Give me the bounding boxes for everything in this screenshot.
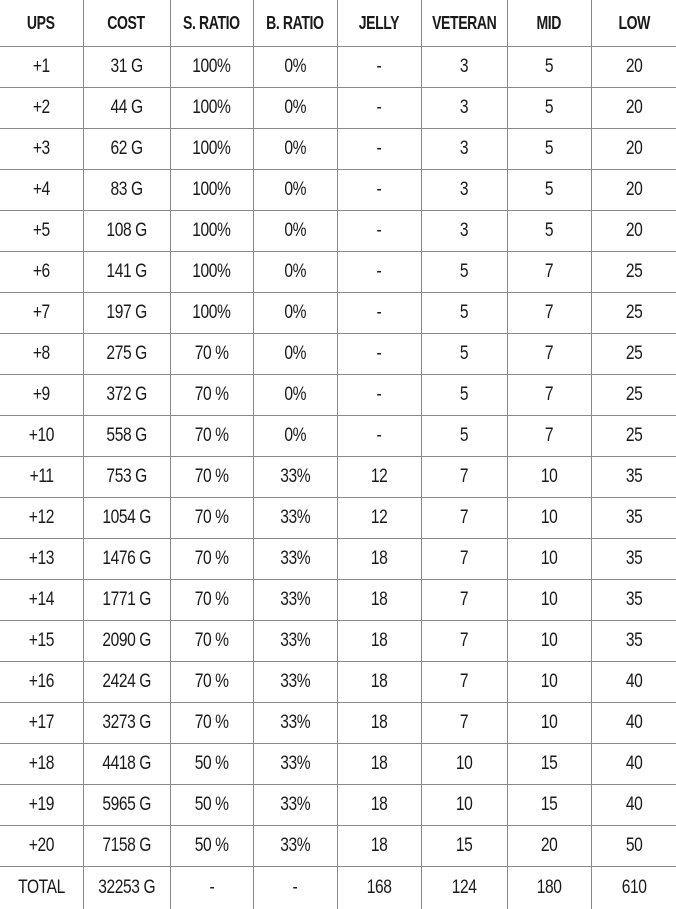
cell-mid: 10 [507,498,591,539]
cell-low: 25 [591,334,676,375]
cell-low: 35 [591,539,676,580]
cell-b-ratio: 33% [253,826,337,867]
cell-low: 35 [591,621,676,662]
cell-veteran: 7 [421,580,507,621]
cell-veteran: 10 [421,785,507,826]
cell-mid: 5 [507,211,591,252]
total-b-ratio: - [253,867,337,909]
cell-mid: 5 [507,129,591,170]
cell-jelly: 18 [337,826,421,867]
cell-b-ratio: 0% [253,88,337,129]
cell-veteran: 5 [421,375,507,416]
cell-veteran: 15 [421,826,507,867]
cell-ups: +18 [0,744,83,785]
cell-mid: 7 [507,416,591,457]
cell-cost: 2090 G [83,621,170,662]
header-s-ratio: S. RATIO [170,0,253,47]
cell-low: 35 [591,457,676,498]
table-header-row [0,0,676,47]
cell-cost: 2424 G [83,662,170,703]
cell-veteran: 5 [421,293,507,334]
cell-s-ratio: 70 % [170,457,253,498]
cell-cost: 31 G [83,47,170,88]
cell-veteran: 3 [421,211,507,252]
header-mid: MID [507,0,591,47]
cell-jelly: 18 [337,539,421,580]
cell-ups: +20 [0,826,83,867]
cell-s-ratio: 100% [170,252,253,293]
cell-mid: 5 [507,88,591,129]
cell-ups: +17 [0,703,83,744]
header-veteran: VETERAN [421,0,507,47]
table-row [0,293,676,334]
cell-b-ratio: 33% [253,539,337,580]
table-row [0,621,676,662]
cell-b-ratio: 33% [253,785,337,826]
total-mid: 180 [507,867,591,909]
cell-low: 25 [591,293,676,334]
table-row [0,416,676,457]
table-row [0,498,676,539]
cell-b-ratio: 33% [253,498,337,539]
cell-s-ratio: 70 % [170,621,253,662]
cell-cost: 753 G [83,457,170,498]
cell-ups: +5 [0,211,83,252]
cell-cost: 372 G [83,375,170,416]
cell-s-ratio: 70 % [170,580,253,621]
cell-low: 40 [591,703,676,744]
cell-cost: 4418 G [83,744,170,785]
cell-jelly: - [337,416,421,457]
cell-ups: +6 [0,252,83,293]
cell-b-ratio: 0% [253,252,337,293]
cell-jelly: - [337,375,421,416]
cell-s-ratio: 70 % [170,375,253,416]
cell-jelly: - [337,293,421,334]
cell-jelly: 18 [337,703,421,744]
cell-mid: 5 [507,170,591,211]
cell-veteran: 5 [421,252,507,293]
cell-s-ratio: 70 % [170,703,253,744]
cell-jelly: - [337,129,421,170]
cell-jelly: - [337,88,421,129]
header-ups: UPS [0,0,83,47]
cell-mid: 5 [507,47,591,88]
cell-s-ratio: 100% [170,211,253,252]
cell-low: 35 [591,580,676,621]
cell-jelly: 18 [337,785,421,826]
cell-veteran: 3 [421,129,507,170]
header-jelly: JELLY [337,0,421,47]
table-row [0,47,676,88]
cell-s-ratio: 50 % [170,744,253,785]
cell-ups: +7 [0,293,83,334]
table-row [0,703,676,744]
cell-cost: 44 G [83,88,170,129]
cell-b-ratio: 33% [253,580,337,621]
table-row [0,457,676,498]
cell-ups: +14 [0,580,83,621]
total-s-ratio: - [170,867,253,909]
cell-cost: 5965 G [83,785,170,826]
total-ups: TOTAL [0,867,83,909]
cell-mid: 10 [507,703,591,744]
cell-s-ratio: 100% [170,88,253,129]
cell-cost: 62 G [83,129,170,170]
table-row [0,744,676,785]
cell-ups: +13 [0,539,83,580]
cell-veteran: 7 [421,457,507,498]
cell-jelly: 18 [337,621,421,662]
cell-b-ratio: 0% [253,334,337,375]
cell-low: 20 [591,88,676,129]
cell-cost: 558 G [83,416,170,457]
cell-s-ratio: 50 % [170,785,253,826]
cell-s-ratio: 70 % [170,416,253,457]
cell-veteran: 7 [421,621,507,662]
cell-mid: 10 [507,621,591,662]
cell-s-ratio: 70 % [170,498,253,539]
cell-b-ratio: 33% [253,662,337,703]
cell-mid: 15 [507,785,591,826]
cell-mid: 7 [507,252,591,293]
table-row [0,785,676,826]
cell-veteran: 7 [421,498,507,539]
cell-jelly: - [337,170,421,211]
cell-s-ratio: 70 % [170,662,253,703]
table-row [0,252,676,293]
cell-mid: 10 [507,580,591,621]
total-jelly: 168 [337,867,421,909]
cell-low: 50 [591,826,676,867]
cell-low: 35 [591,498,676,539]
cell-low: 25 [591,252,676,293]
cell-ups: +11 [0,457,83,498]
cell-b-ratio: 0% [253,293,337,334]
cell-s-ratio: 100% [170,47,253,88]
cell-ups: +8 [0,334,83,375]
cell-cost: 1476 G [83,539,170,580]
table-row [0,334,676,375]
cell-cost: 3273 G [83,703,170,744]
cell-cost: 1054 G [83,498,170,539]
cell-s-ratio: 100% [170,293,253,334]
cell-ups: +9 [0,375,83,416]
cell-b-ratio: 0% [253,47,337,88]
cell-cost: 141 G [83,252,170,293]
cell-cost: 83 G [83,170,170,211]
table-row [0,88,676,129]
cell-mid: 10 [507,457,591,498]
cell-veteran: 3 [421,88,507,129]
cell-low: 40 [591,744,676,785]
header-low: LOW [591,0,676,47]
header-cost: COST [83,0,170,47]
cell-b-ratio: 0% [253,211,337,252]
table-row [0,129,676,170]
cell-mid: 7 [507,293,591,334]
cell-mid: 15 [507,744,591,785]
cell-s-ratio: 100% [170,129,253,170]
cell-b-ratio: 33% [253,703,337,744]
cell-low: 20 [591,47,676,88]
cell-s-ratio: 100% [170,170,253,211]
total-low: 610 [591,867,676,909]
table-row [0,211,676,252]
cell-s-ratio: 70 % [170,539,253,580]
total-row [0,867,676,909]
cell-ups: +2 [0,88,83,129]
cell-jelly: - [337,47,421,88]
cell-ups: +1 [0,47,83,88]
cell-jelly: 18 [337,662,421,703]
cell-ups: +4 [0,170,83,211]
cell-jelly: 18 [337,580,421,621]
cell-b-ratio: 33% [253,457,337,498]
cell-ups: +3 [0,129,83,170]
cell-jelly: 12 [337,457,421,498]
cell-b-ratio: 33% [253,744,337,785]
cell-ups: +12 [0,498,83,539]
cell-mid: 7 [507,334,591,375]
cell-b-ratio: 0% [253,375,337,416]
cell-veteran: 7 [421,539,507,580]
cell-veteran: 3 [421,170,507,211]
cell-veteran: 7 [421,703,507,744]
cell-jelly: - [337,211,421,252]
cell-jelly: 18 [337,744,421,785]
cell-b-ratio: 0% [253,129,337,170]
table-row [0,826,676,867]
table-body [0,47,676,909]
cell-veteran: 5 [421,334,507,375]
cell-cost: 108 G [83,211,170,252]
cell-ups: +15 [0,621,83,662]
total-cost: 32253 G [83,867,170,909]
cell-cost: 275 G [83,334,170,375]
cell-ups: +19 [0,785,83,826]
cell-mid: 7 [507,375,591,416]
cell-ups: +16 [0,662,83,703]
cell-veteran: 5 [421,416,507,457]
cell-b-ratio: 0% [253,416,337,457]
cell-ups: +10 [0,416,83,457]
cell-cost: 1771 G [83,580,170,621]
cell-b-ratio: 0% [253,170,337,211]
cell-veteran: 3 [421,47,507,88]
cell-b-ratio: 33% [253,621,337,662]
header-b-ratio: B. RATIO [253,0,337,47]
cell-veteran: 7 [421,662,507,703]
cell-mid: 20 [507,826,591,867]
cell-veteran: 10 [421,744,507,785]
cell-low: 20 [591,211,676,252]
cell-s-ratio: 50 % [170,826,253,867]
cell-s-ratio: 70 % [170,334,253,375]
cell-low: 40 [591,785,676,826]
cell-low: 25 [591,416,676,457]
cell-mid: 10 [507,539,591,580]
table-row [0,580,676,621]
cell-low: 40 [591,662,676,703]
table-row [0,539,676,580]
cell-low: 25 [591,375,676,416]
cell-low: 20 [591,170,676,211]
cell-low: 20 [591,129,676,170]
total-veteran: 124 [421,867,507,909]
cell-cost: 7158 G [83,826,170,867]
table-row [0,170,676,211]
table-row [0,662,676,703]
cell-jelly: 12 [337,498,421,539]
cell-jelly: - [337,334,421,375]
cell-mid: 10 [507,662,591,703]
table-row [0,375,676,416]
cell-cost: 197 G [83,293,170,334]
cell-jelly: - [337,252,421,293]
